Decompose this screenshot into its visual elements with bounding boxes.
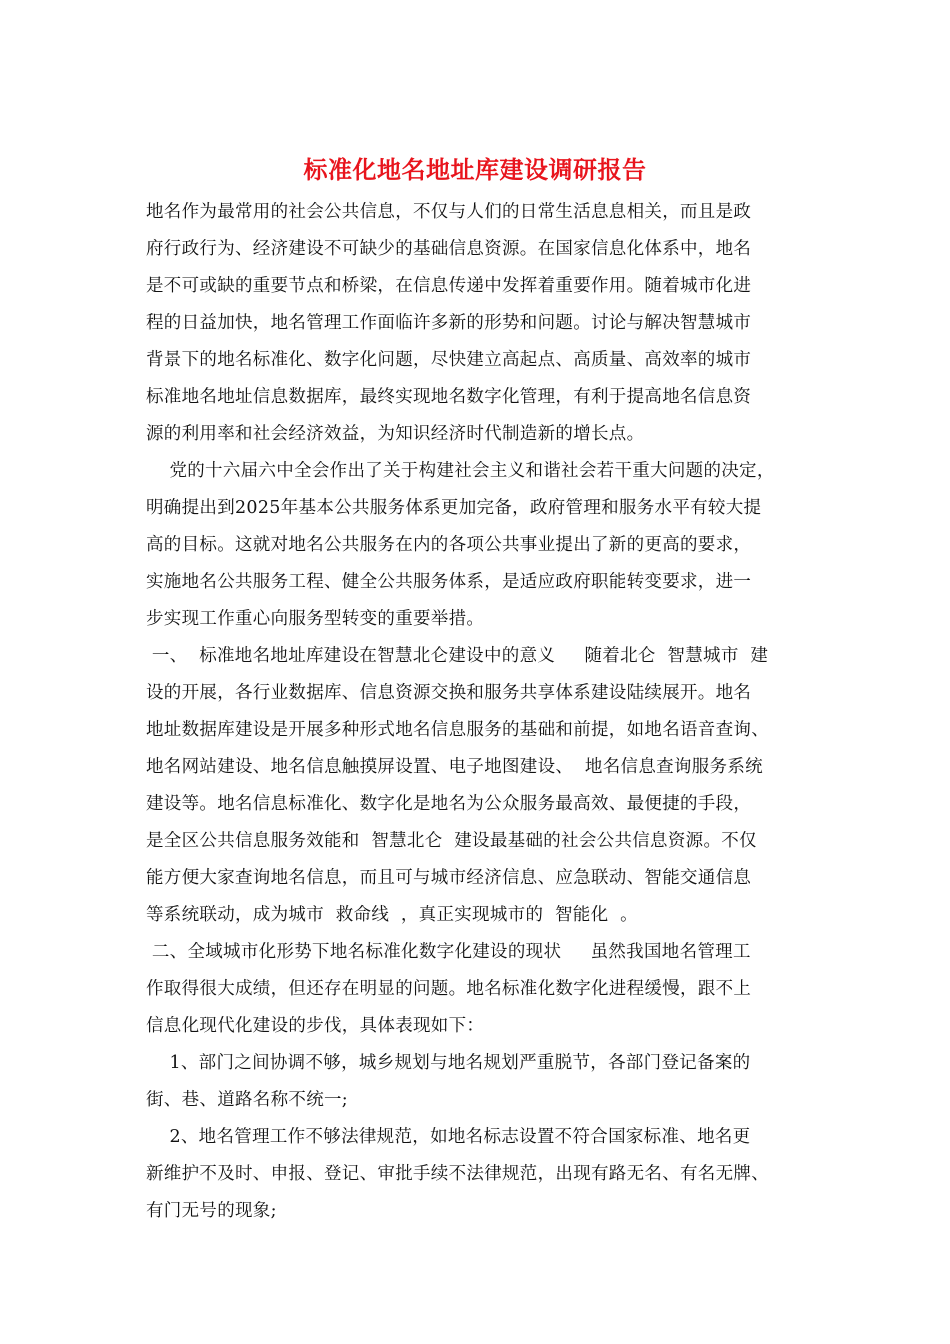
paragraph-line: 步实现工作重心向服务型转变的重要举措。 — [146, 609, 485, 629]
paragraph-line: 地名网站建设、地名信息触摸屏设置、电子地图建设、 地名信息查询服务系统 — [146, 757, 763, 777]
paragraph-line: 是不可或缺的重要节点和桥梁，在信息传递中发挥着重要作用。随着城市化进 — [146, 276, 752, 296]
paragraph-line: 标准地名地址信息数据库，最终实现地名数字化管理，有利于提高地名信息资 — [146, 387, 752, 407]
section-heading-line: 一、 标准地名地址库建设在智慧北仑建设中的意义 随着北仑 智慧城市 建 — [146, 646, 769, 666]
paragraph-line: 明确提出到2025年基本公共服务体系更加完备，政府管理和服务水平有较大提 — [146, 498, 762, 518]
paragraph-line: 信息化现代化建设的步伐，具体表现如下： — [146, 1016, 485, 1036]
paragraph-line: 等系统联动，成为城市 救命线 ，真正实现城市的 智能化 。 — [146, 905, 638, 925]
paragraph-line: 地址数据库建设是开展多种形式地名信息服务的基础和前提，如地名语音查询、 — [146, 720, 769, 740]
paragraph-line: 地名作为最常用的社会公共信息，不仅与人们的日常生活息息相关，而且是政 — [146, 202, 752, 222]
paragraph-line: 高的目标。这就对地名公共服务在内的各项公共事业提出了新的更高的要求， — [146, 535, 752, 555]
paragraph-line: 是全区公共信息服务效能和 智慧北仑 建设最基础的社会公共信息资源。不仅 — [146, 831, 757, 851]
paragraph-line: 实施地名公共服务工程、健全公共服务体系，是适应政府职能转变要求，进一 — [146, 572, 752, 592]
paragraph-line: 源的利用率和社会经济效益，为知识经济时代制造新的增长点。 — [146, 424, 645, 444]
paragraph-line: 程的日益加快，地名管理工作面临许多新的形势和问题。讨论与解决智慧城市 — [146, 313, 752, 333]
paragraph-line: 设的开展，各行业数据库、信息资源交换和服务共享体系建设陆续展开。地名 — [146, 683, 752, 703]
list-item-line: 有门无号的现象; — [146, 1201, 277, 1221]
paragraph-line: 能方便大家查询地名信息，而且可与城市经济信息、应急联动、智能交通信息 — [146, 868, 752, 888]
paragraph-line: 党的十六届六中全会作出了关于构建社会主义和谐社会若干重大问题的决定， — [146, 461, 775, 481]
document-title: 标准化地名地址库建设调研报告 — [303, 155, 647, 184]
list-item-line: 1、部门之间协调不够，城乡规划与地名规划严重脱节，各部门登记备案的 — [146, 1053, 751, 1073]
paragraph-line: 府行政行为、经济建设不可缺少的基础信息资源。在国家信息化体系中，地名 — [146, 239, 752, 259]
list-item-line: 街、巷、道路名称不统一; — [146, 1090, 348, 1110]
list-item-line: 新维护不及时、申报、登记、审批手续不法律规范，出现有路无名、有名无牌、 — [146, 1164, 769, 1184]
paragraph-line: 作取得很大成绩，但还存在明显的问题。地名标准化数字化进程缓慢，跟不上 — [146, 979, 752, 999]
paragraph-line: 背景下的地名标准化、数字化问题，尽快建立高起点、高质量、高效率的城市 — [146, 350, 752, 370]
list-item-line: 2、地名管理工作不够法律规范，如地名标志设置不符合国家标准、地名更 — [146, 1127, 751, 1147]
section-heading-line: 二、全域城市化形势下地名标准化数字化建设的现状 虽然我国地名管理工 — [146, 942, 751, 962]
paragraph-line: 建设等。地名信息标准化、数字化是地名为公众服务最高效、最便捷的手段， — [146, 794, 752, 814]
